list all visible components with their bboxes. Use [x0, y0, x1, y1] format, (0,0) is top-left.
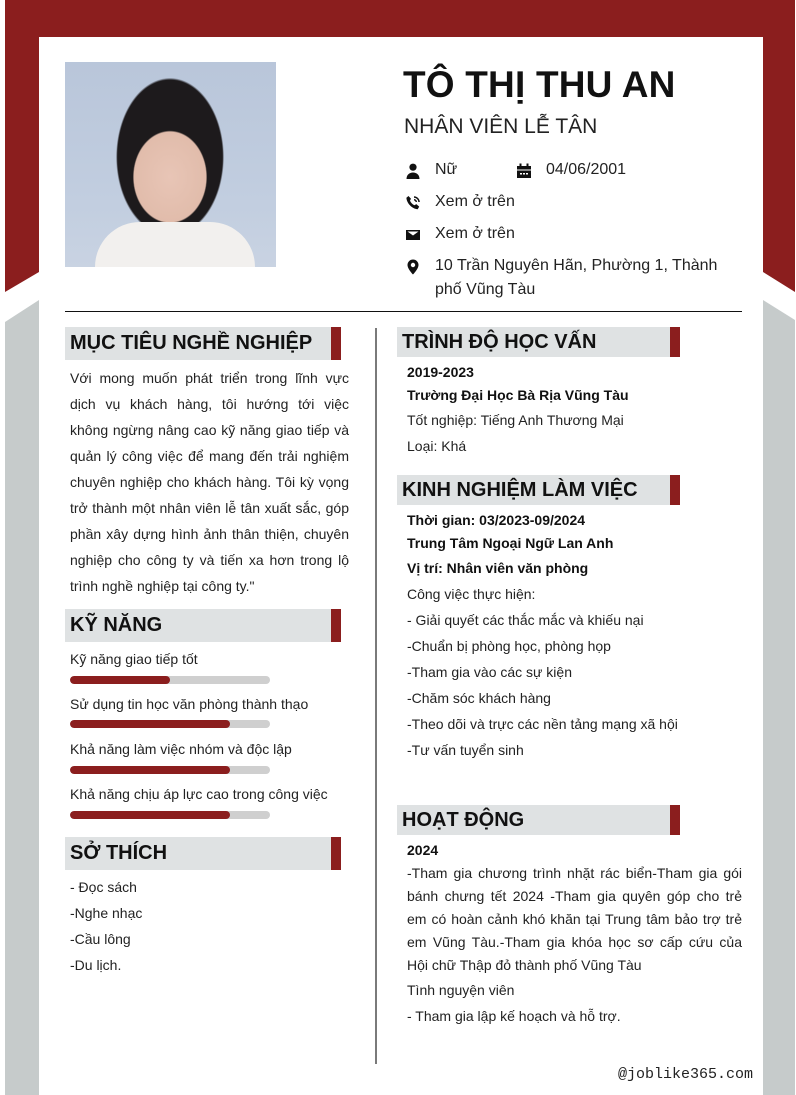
skills-title: KỸ NĂNG [70, 614, 163, 636]
email-row [404, 225, 515, 246]
experience-task: - Giải quyết các thắc mắc và khiếu nại [407, 612, 644, 628]
skills-heading [65, 609, 341, 642]
skill-bar [70, 676, 270, 684]
experience-task: -Tư vấn tuyển sinh [407, 742, 524, 758]
header-divider [65, 311, 742, 312]
phone-icon [404, 194, 422, 212]
user-icon [404, 162, 422, 180]
skill-bar [70, 811, 270, 819]
education-period: 2019-2023 [407, 364, 474, 380]
skill-bar-fill [70, 676, 170, 684]
activities-detail: - Tham gia lập kế hoạch và hỗ trợ. [407, 1008, 621, 1024]
activities-role: Tình nguyện viên [407, 982, 515, 998]
hobby-item: - Đọc sách [70, 879, 137, 895]
experience-task: -Theo dõi và trực các nền tảng mạng xã hội [407, 716, 678, 732]
education-title: TRÌNH ĐỘ HỌC VẤN [402, 330, 597, 353]
activities-text: -Tham gia chương trình nhặt rác biển-Tham gia gói bánh chưng tết 2024 -Tham gia quyên góp cho trẻ em có hoàn cảnh khó khăn tại Trung tâm bảo trợ trẻ em Vũng Tàu.-Tham gia khóa học sơ cấp cứu của Hội chữ Thập đỏ thành phố Vũng Tàu [407, 865, 742, 973]
skill-bar [70, 766, 270, 774]
activities-heading [397, 805, 680, 835]
skill-label: Kỹ năng giao tiếp tốt [70, 651, 198, 667]
skill-bar-fill [70, 720, 230, 728]
birthday-value: 04/06/2001 [546, 161, 627, 178]
experience-position: Vị trí: Nhân viên văn phòng [407, 560, 589, 576]
hobby-item: -Cầu lông [70, 931, 131, 947]
skill-bar-fill [70, 811, 230, 819]
skill-label: Khả năng chịu áp lực cao trong công việc [70, 786, 328, 802]
birthday-row [515, 161, 626, 182]
frame-left-red [5, 0, 39, 292]
experience-tasks-label: Công việc thực hiện: [407, 586, 536, 602]
experience-task: -Chuẩn bị phòng học, phòng họp [407, 638, 611, 654]
skill-label: Sử dụng tin học văn phòng thành thạo [70, 696, 309, 712]
gender-row [404, 161, 457, 182]
education-major: Tốt nghiệp: Tiếng Anh Thương Mại [407, 412, 624, 428]
candidate-name: TÔ THỊ THU AN [403, 64, 676, 105]
objective-title: MỤC TIÊU NGHỀ NGHIỆP [70, 332, 313, 354]
hobby-item: -Du lịch. [70, 957, 122, 973]
hobbies-heading [65, 837, 341, 870]
frame-right-red [763, 0, 795, 292]
address-row [404, 257, 724, 302]
objective-text: Với mong muốn phát triển trong lĩnh vực dịch vụ khách hàng, tôi hướng tới việc không ngừng nâng cao kỹ năng giao tiếp và quản lý công việc để mang đến trải nghiệm chuyên nghiệp cho khách hàng. Tôi kỳ vọng trở thành một nhân viên lễ tân xuất sắc, góp phần xây dựng hình ảnh thân thiện, chuyên nghiệp cho công ty và tiến xa hơn trong lộ trình nghề nghiệp tại công ty." [70, 370, 349, 594]
experience-title: KINH NGHIỆM LÀM VIỆC [402, 478, 638, 501]
job-title: NHÂN VIÊN LỄ TÂN [404, 115, 598, 138]
address-value: 10 Trần Nguyên Hãn, Phường 1, Thành phố Vũng Tàu [435, 257, 718, 298]
column-divider [375, 328, 377, 1064]
skill-label: Khả năng làm việc nhóm và độc lập [70, 741, 292, 757]
email-value: Xem ở trên [435, 225, 515, 242]
frame-left-grey [5, 300, 39, 1095]
experience-task: -Chăm sóc khách hàng [407, 690, 551, 706]
education-rank: Loại: Khá [407, 438, 467, 454]
profile-photo [65, 62, 276, 267]
phone-row [404, 193, 515, 214]
envelope-icon [404, 226, 422, 244]
calendar-icon [515, 162, 533, 180]
hobby-item: -Nghe nhạc [70, 905, 143, 921]
experience-heading [397, 475, 680, 505]
gender-value: Nữ [435, 161, 458, 178]
activities-year: 2024 [407, 842, 439, 858]
education-school: Trường Đại Học Bà Rịa Vũng Tàu [407, 387, 629, 403]
hobbies-title: SỞ THÍCH [70, 842, 168, 864]
experience-task: -Tham gia vào các sự kiện [407, 664, 572, 680]
map-marker-icon [404, 258, 422, 276]
skill-bar [70, 720, 270, 728]
experience-period: Thời gian: 03/2023-09/2024 [407, 512, 586, 528]
activities-title: HOẠT ĐỘNG [402, 808, 525, 831]
objective-heading [65, 327, 341, 360]
phone-value: Xem ở trên [435, 193, 515, 210]
frame-right-grey [763, 300, 795, 1095]
experience-company: Trung Tâm Ngoại Ngữ Lan Anh [407, 535, 614, 551]
skill-bar-fill [70, 766, 230, 774]
frame-top-band [5, 0, 795, 37]
watermark: @joblike365.com [617, 1066, 753, 1083]
education-heading [397, 327, 680, 357]
